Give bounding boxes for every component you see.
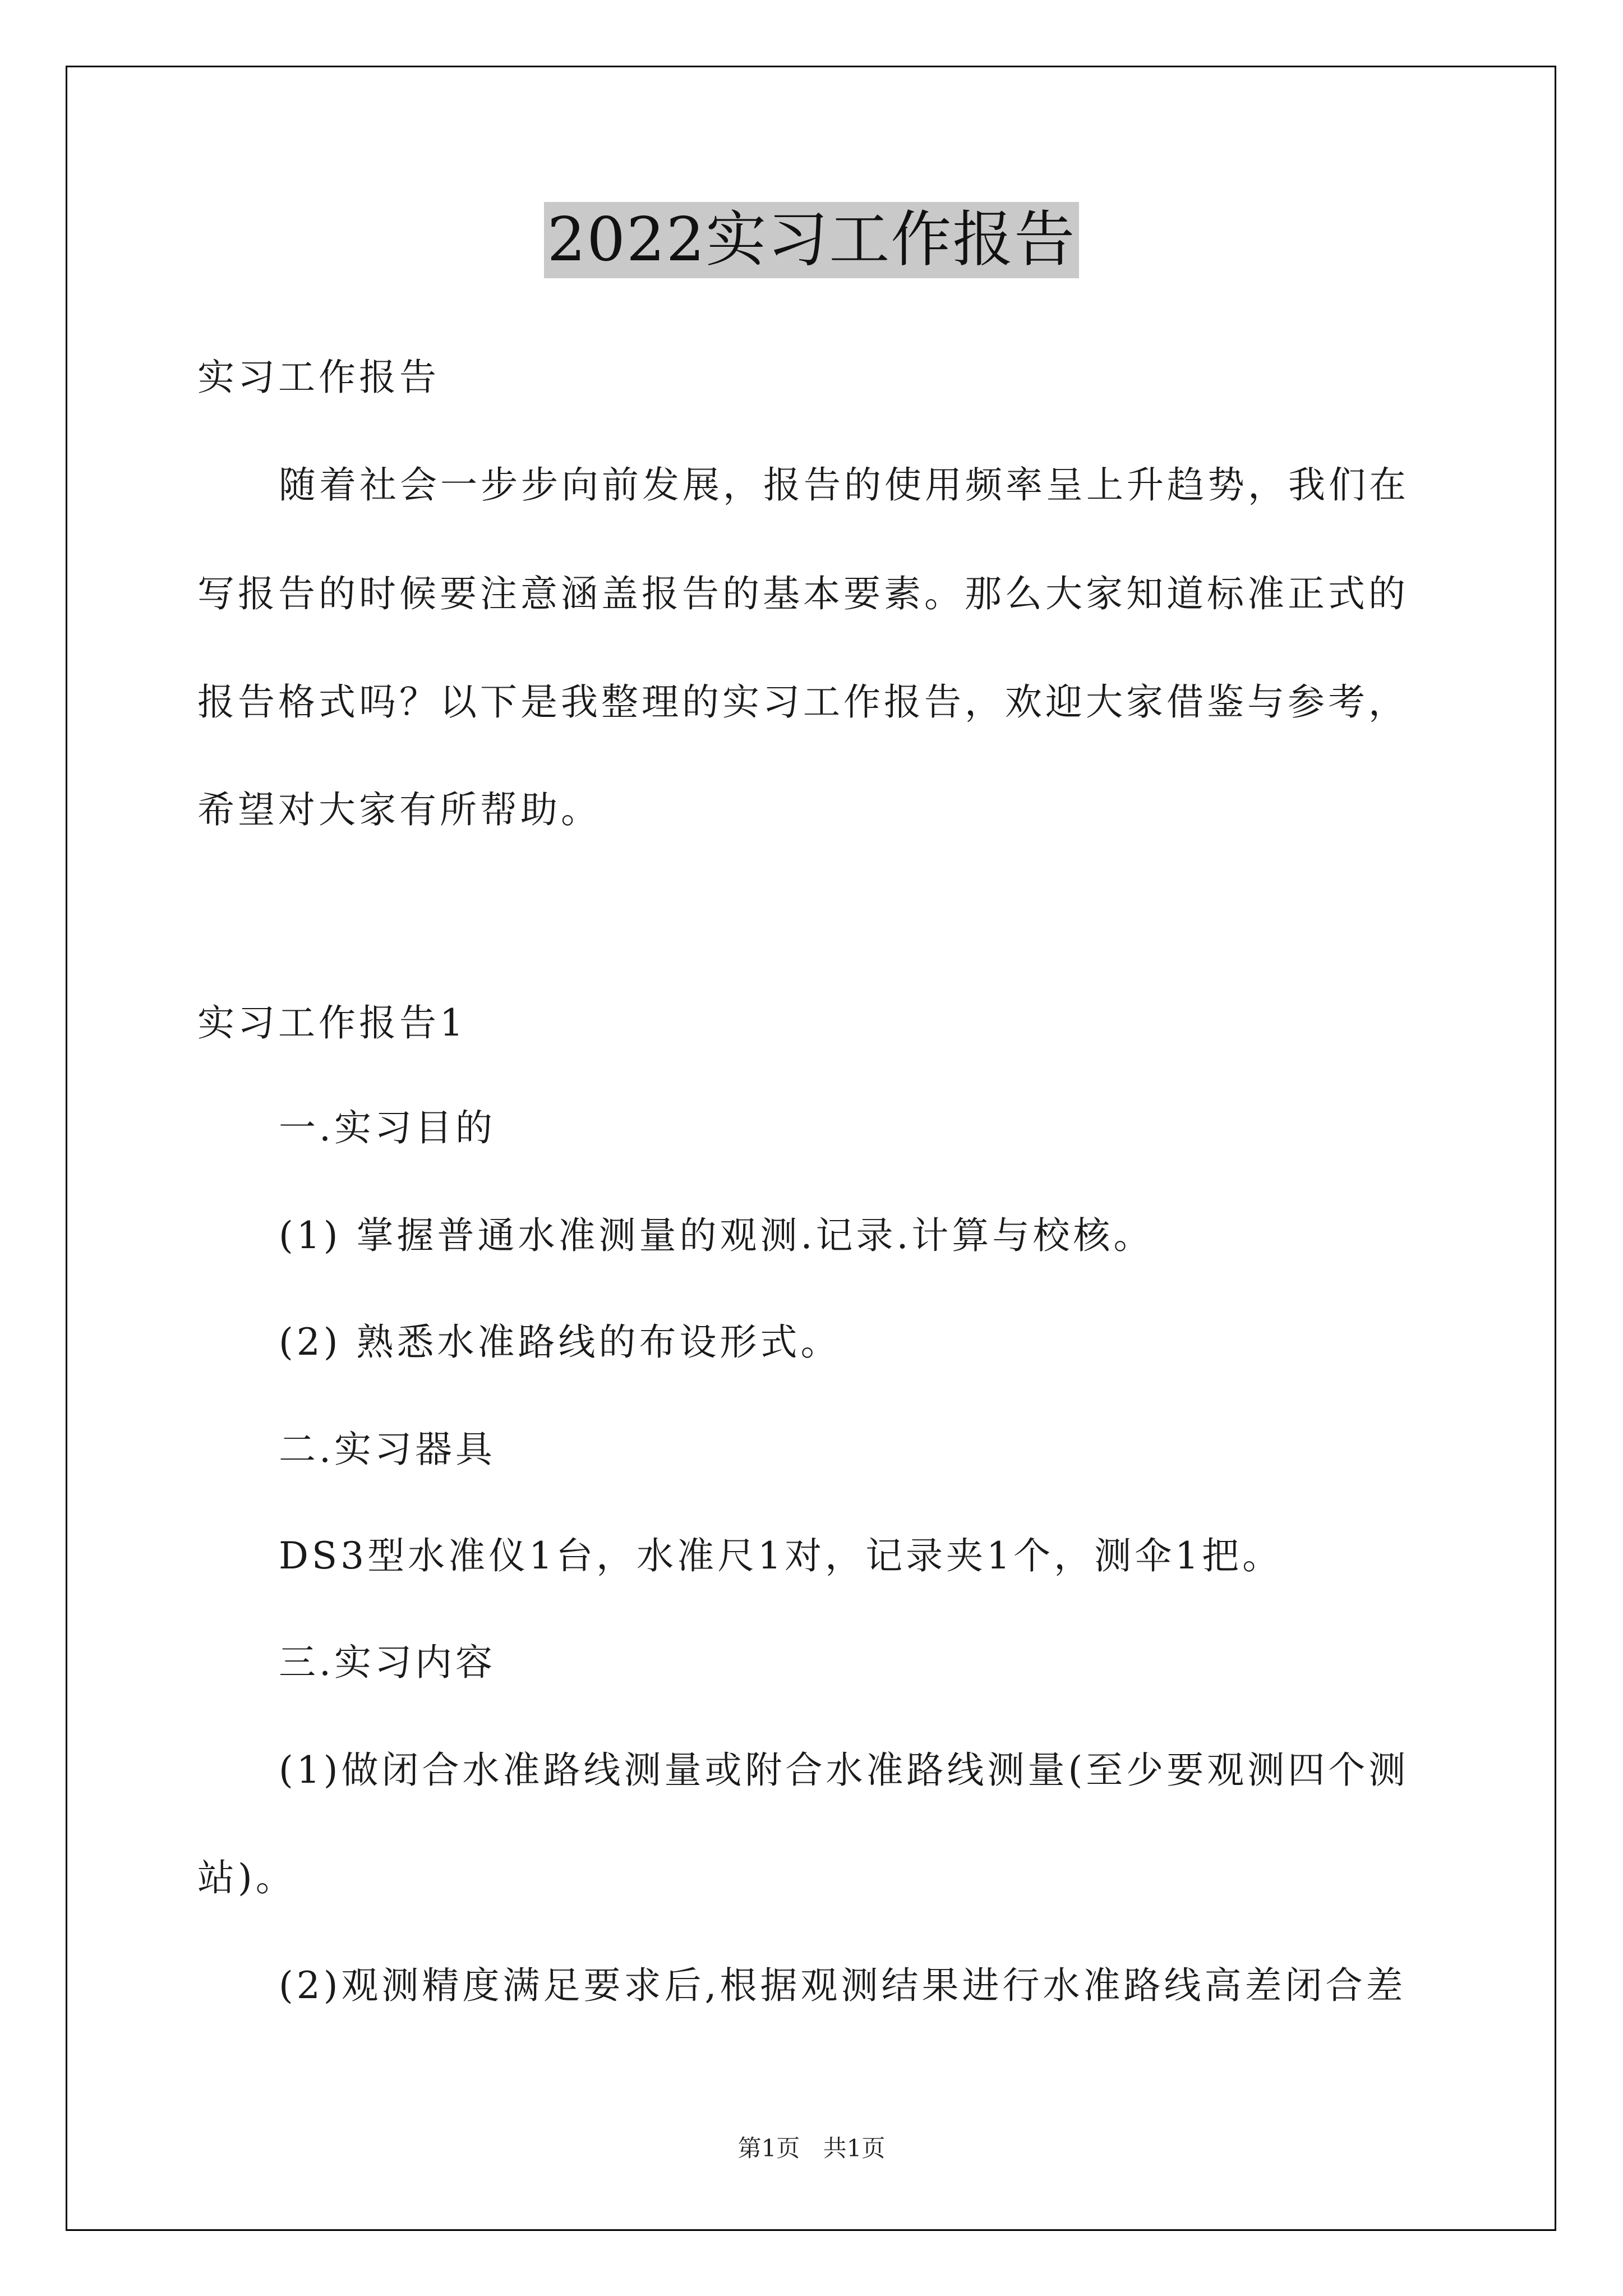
page-number: 第1页 [737,2134,800,2162]
list-item: (1) 掌握普通水准测量的观测.记录.计算与校核。 [279,1214,1154,1257]
list-item: (2)观测精度满足要求后,根据观测结果进行水准路线高差闭合差 [279,1964,1407,2007]
paragraph-line: 报告格式吗？以下是我整理的实习工作报告，欢迎大家借鉴与参考， [197,680,1409,724]
title-container [0,202,1623,278]
paragraph-line: 随着社会一步步向前发展，报告的使用频率呈上升趋势，我们在 [279,463,1409,507]
paragraph-line: DS3型水准仪1台，水准尺1对，记录夹1个，测伞1把。 [279,1534,1283,1577]
paragraph-line: 希望对大家有所帮助。 [197,788,601,831]
subsection-heading: 三.实习内容 [279,1641,496,1684]
subsection-heading: 一.实习目的 [279,1106,496,1149]
paragraph-line: 写报告的时候要注意涵盖报告的基本要素。那么大家知道标准正式的 [197,572,1409,615]
subsection-heading: 二.实习器具 [279,1428,496,1471]
page-total: 共1页 [823,2134,886,2162]
section-heading: 实习工作报告 [197,356,440,399]
document-title: 2022实习工作报告 [544,202,1080,278]
section-heading: 实习工作报告1 [197,1001,467,1045]
page-footer [0,2132,1623,2165]
list-item: (2) 熟悉水准路线的布设形式。 [279,1320,841,1364]
paragraph-line: 站)。 [197,1856,296,1899]
list-item: (1)做闭合水准路线测量或附合水准路线测量(至少要观测四个测 [279,1749,1409,1792]
